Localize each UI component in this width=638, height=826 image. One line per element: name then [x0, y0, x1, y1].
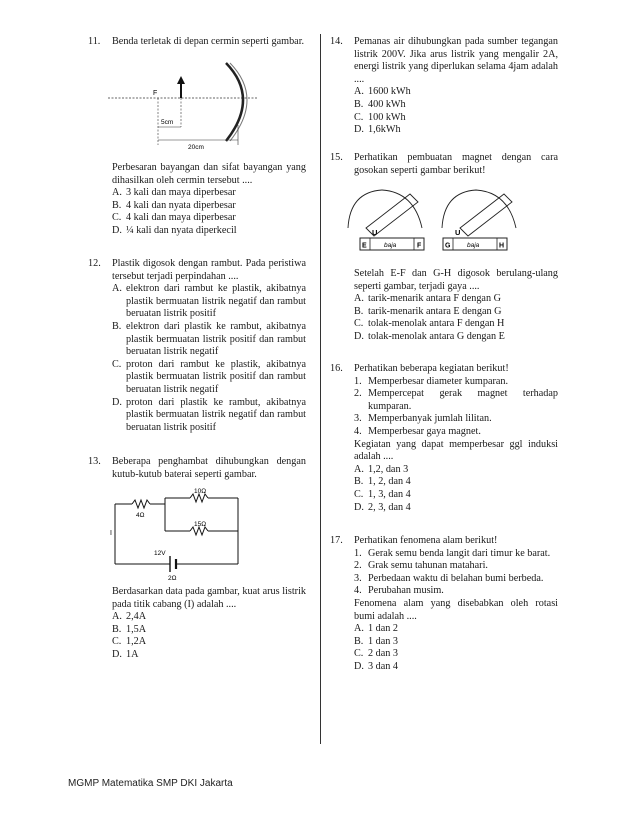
- question-prompt: Fenomena alam yang disebabkan oleh rotasi bumi adalah ....: [354, 597, 558, 622]
- option-letter: D.: [354, 660, 364, 672]
- question-11-body: [88, 162, 306, 238]
- option-text: 2, 3, dan 4: [368, 501, 411, 513]
- option-letter: D.: [354, 330, 364, 342]
- option-text: Grak semu tahunan matahari.: [368, 560, 488, 572]
- options-list: [354, 464, 558, 514]
- option-letter: 2.: [354, 560, 362, 572]
- option-text: tolak-menolak antara G dengan E: [368, 330, 505, 342]
- question-number: 16.: [330, 363, 343, 374]
- question-11: [88, 36, 306, 49]
- concave-mirror: [226, 63, 243, 141]
- option-text: proton dari plastik ke rambut, akibatnya plastik bermuatan listrik negatif dan rambut beruatan listrik positif: [126, 396, 306, 433]
- option-text: Perbedaan waktu di belahan bumi berbeda.: [368, 572, 544, 584]
- mirror-hatch: [230, 63, 247, 141]
- statement-list: [354, 376, 558, 439]
- mirror-diagram: [108, 55, 308, 150]
- option-letter: 4.: [354, 585, 362, 597]
- question-17: [330, 535, 558, 674]
- answer-option[interactable]: [354, 661, 558, 674]
- option-letter: A.: [112, 283, 122, 295]
- answer-option[interactable]: [354, 331, 558, 344]
- question-number: 14.: [330, 36, 343, 47]
- internal-resistance-label: 2Ω: [168, 575, 177, 580]
- r3-label: 15Ω: [194, 521, 207, 528]
- r2-label: 10Ω: [194, 488, 207, 495]
- answer-option[interactable]: [112, 200, 306, 213]
- answer-option[interactable]: [354, 124, 558, 137]
- option-text: tarik-menarik antara E dengan G: [368, 305, 502, 317]
- answer-option[interactable]: [112, 359, 306, 397]
- answer-option[interactable]: [354, 502, 558, 515]
- option-letter: A.: [354, 293, 364, 305]
- resistor-10ohm: [190, 494, 208, 502]
- circuit-diagram: [110, 488, 260, 580]
- options-list: [112, 611, 306, 661]
- question-13: [88, 456, 306, 481]
- option-text: 1, 3, dan 4: [368, 488, 411, 500]
- option-text: Memperbanyak jumlah lilitan.: [368, 413, 492, 425]
- answer-option[interactable]: [112, 225, 306, 238]
- voltage-label: 12V: [154, 550, 166, 557]
- question-prompt: Berdasarkan data pada gambar, kuat arus listrik pada titik cabang (I) adalah ....: [112, 586, 306, 610]
- magnet-bar-right: [460, 194, 512, 236]
- question-stem: Beberapa penghambat dihubungkan dengan kutub-kutub baterai seperti gambar.: [112, 456, 306, 480]
- option-letter: C.: [354, 648, 364, 660]
- option-letter: C.: [354, 488, 364, 500]
- statement-item: [354, 573, 558, 586]
- statement-item: [354, 548, 558, 561]
- option-text: ¼ kali dan nyata diperkecil: [126, 224, 237, 236]
- answer-option[interactable]: [112, 212, 306, 225]
- option-text: 1 dan 3: [368, 635, 398, 647]
- focus-label: F: [153, 90, 158, 97]
- question-prompt: Setelah E-F dan G-H digosok berulang-ulang seperti gambar, terjadi gaya ....: [354, 268, 558, 292]
- pole-e: E: [362, 242, 367, 250]
- question-15: [330, 152, 558, 177]
- answer-option[interactable]: [112, 611, 306, 624]
- option-text: tarik-menarik antara F dengan G: [368, 293, 501, 305]
- option-text: 3 dan 4: [368, 660, 398, 672]
- option-text: 3 kali dan maya diperbesar: [126, 187, 236, 199]
- statement-item: [354, 585, 558, 598]
- option-text: 1,6kWh: [368, 124, 401, 136]
- answer-option[interactable]: [354, 86, 558, 99]
- question-stem: Benda terletak di depan cermin seperti gambar.: [112, 36, 305, 47]
- option-text: 1A: [126, 648, 139, 660]
- option-text: Gerak semu benda langit dari timur ke barat.: [368, 547, 551, 559]
- question-prompt: Perbesaran bayangan dan sifat bayangan yang dihasilkan oleh cermin tersebut ....: [112, 162, 306, 186]
- option-letter: 1.: [354, 375, 362, 387]
- statement-item: [354, 388, 558, 413]
- resistor-15ohm: [190, 527, 208, 535]
- options-list: [354, 293, 558, 343]
- answer-option[interactable]: [354, 476, 558, 489]
- dim-5cm-label: 5cm: [161, 119, 174, 126]
- option-text: 1,5A: [126, 623, 147, 635]
- option-letter: A.: [354, 463, 364, 475]
- steel-label-right: baja: [467, 242, 480, 249]
- option-letter: B.: [354, 305, 364, 317]
- question-number: 11.: [88, 36, 101, 47]
- pole-g: G: [445, 242, 451, 250]
- answer-option[interactable]: [354, 318, 558, 331]
- answer-option[interactable]: [112, 397, 306, 435]
- page-footer: MGMP Matematika SMP DKI Jakarta: [68, 778, 233, 789]
- option-letter: D.: [354, 501, 364, 513]
- options-list: [112, 283, 306, 434]
- option-text: 1,2, dan 3: [368, 463, 409, 475]
- option-text: 400 kWh: [368, 98, 406, 110]
- answer-option[interactable]: [112, 649, 306, 662]
- stroke-arc-right: [442, 190, 516, 228]
- question-number: 17.: [330, 535, 343, 546]
- answer-option[interactable]: [354, 293, 558, 306]
- question-12: [88, 258, 306, 434]
- statement-item: [354, 426, 558, 439]
- column-divider: [320, 34, 321, 744]
- option-letter: A.: [112, 611, 122, 623]
- steel-label-left: baja: [384, 242, 397, 249]
- option-text: 1,2A: [126, 636, 147, 648]
- answer-option[interactable]: [112, 636, 306, 649]
- question-stem: Perhatikan pembuatan magnet dengan cara gosokan seperti gambar berikut!: [354, 152, 558, 176]
- option-text: Perubahan musim.: [368, 585, 444, 597]
- question-prompt: Kegiatan yang dapat memperbesar ggl induksi adalah ....: [354, 438, 558, 463]
- option-text: 1600 kWh: [368, 86, 411, 98]
- answer-option[interactable]: [112, 187, 306, 200]
- pole-h: H: [499, 242, 505, 250]
- option-letter: B.: [354, 635, 364, 647]
- option-text: tolak-menolak antara F dengan H: [368, 318, 505, 330]
- statement-item: [354, 413, 558, 426]
- answer-option[interactable]: [354, 99, 558, 112]
- statement-item: [354, 376, 558, 389]
- option-letter: C.: [112, 358, 122, 370]
- option-letter: 2.: [354, 388, 362, 400]
- question-13-body: [88, 586, 306, 662]
- option-letter: D.: [112, 224, 122, 236]
- option-letter: B.: [112, 320, 122, 332]
- options-list: [354, 623, 558, 673]
- option-letter: B.: [112, 623, 122, 635]
- magnet-diagram: [340, 184, 520, 254]
- question-stem: Plastik digosok dengan rambut. Pada peristiwa tersebut terjadi perpindahan ....: [112, 258, 306, 282]
- option-letter: 1.: [354, 547, 362, 559]
- option-text: 4 kali dan nyata diperbesar: [126, 199, 236, 211]
- answer-option[interactable]: [354, 112, 558, 125]
- option-letter: D.: [112, 396, 122, 408]
- option-letter: B.: [354, 476, 364, 488]
- option-letter: C.: [354, 111, 364, 123]
- resistor-4ohm: [132, 500, 150, 508]
- question-stem: Pemanas air dihubungkan pada sumber tegangan listrik 200V. Jika arus listrik yang mengalir 2A, energi listrik yang diperlukan selama 4jam adalah ....: [354, 36, 558, 85]
- option-text: elektron dari rambut ke plastik, akibatnya plastik bermuatan listrik negatif dan rambut beruatan listrik positif: [126, 283, 306, 320]
- option-text: 2,4A: [126, 611, 147, 623]
- pole-f: F: [417, 242, 422, 250]
- option-letter: A.: [112, 187, 122, 199]
- option-letter: C.: [112, 636, 122, 648]
- question-16: [330, 363, 558, 514]
- answer-option[interactable]: [112, 321, 306, 359]
- option-letter: D.: [112, 648, 122, 660]
- statement-list: [354, 548, 558, 598]
- option-letter: 3.: [354, 572, 362, 584]
- option-text: 2 dan 3: [368, 648, 398, 660]
- option-text: Memperbesar diameter kumparan.: [368, 375, 509, 387]
- option-text: elektron dari plastik ke rambut, akibatnya plastik bermuatan listrik positif dan rambut beruatan listrik negatif: [126, 320, 306, 358]
- option-letter: C.: [112, 212, 122, 224]
- answer-option[interactable]: [354, 306, 558, 319]
- options-list: [112, 187, 306, 237]
- option-text: Mempercepat gerak magnet terhadap kumparan.: [368, 388, 558, 412]
- option-text: 1, 2, dan 4: [368, 476, 411, 488]
- options-list: [354, 86, 558, 136]
- option-text: 4 kali dan maya diperbesar: [126, 212, 236, 224]
- question-number: 15.: [330, 152, 343, 163]
- option-letter: A.: [354, 623, 364, 635]
- option-letter: 4.: [354, 425, 362, 437]
- answer-option[interactable]: [112, 283, 306, 321]
- question-number: 13.: [88, 456, 101, 467]
- option-letter: B.: [112, 199, 122, 211]
- option-text: 100 kWh: [368, 111, 406, 123]
- object-arrow-head: [177, 76, 185, 84]
- question-15-body: [330, 268, 558, 344]
- current-label: I: [110, 530, 112, 537]
- option-letter: A.: [354, 86, 364, 98]
- statement-item: [354, 560, 558, 573]
- option-letter: C.: [354, 318, 364, 330]
- option-text: 1 dan 2: [368, 623, 398, 635]
- answer-option[interactable]: [354, 648, 558, 661]
- question-14: [330, 36, 558, 137]
- answer-option[interactable]: [112, 624, 306, 637]
- option-letter: D.: [354, 124, 364, 136]
- option-letter: B.: [354, 98, 364, 110]
- question-stem: Perhatikan fenomena alam berikut!: [354, 535, 498, 546]
- question-stem: Perhatikan beberapa kegiatan berikut!: [354, 363, 509, 374]
- option-letter: 3.: [354, 413, 362, 425]
- option-text: Memperbesar gaya magnet.: [368, 425, 481, 437]
- u-pole-right: U: [455, 228, 461, 237]
- answer-option[interactable]: [354, 489, 558, 502]
- u-pole-left: U: [372, 228, 378, 237]
- r1-label: 4Ω: [136, 512, 145, 519]
- answer-option[interactable]: [354, 636, 558, 649]
- stroke-arc-left: [348, 190, 422, 228]
- question-number: 12.: [88, 258, 101, 269]
- option-text: proton dari rambut ke plastik, akibatnya plastik bermuatan listrik positif dan rambut beruatan listrik negatif: [126, 358, 306, 395]
- dim-20cm-label: 20cm: [188, 144, 204, 150]
- answer-option[interactable]: [354, 464, 558, 477]
- answer-option[interactable]: [354, 623, 558, 636]
